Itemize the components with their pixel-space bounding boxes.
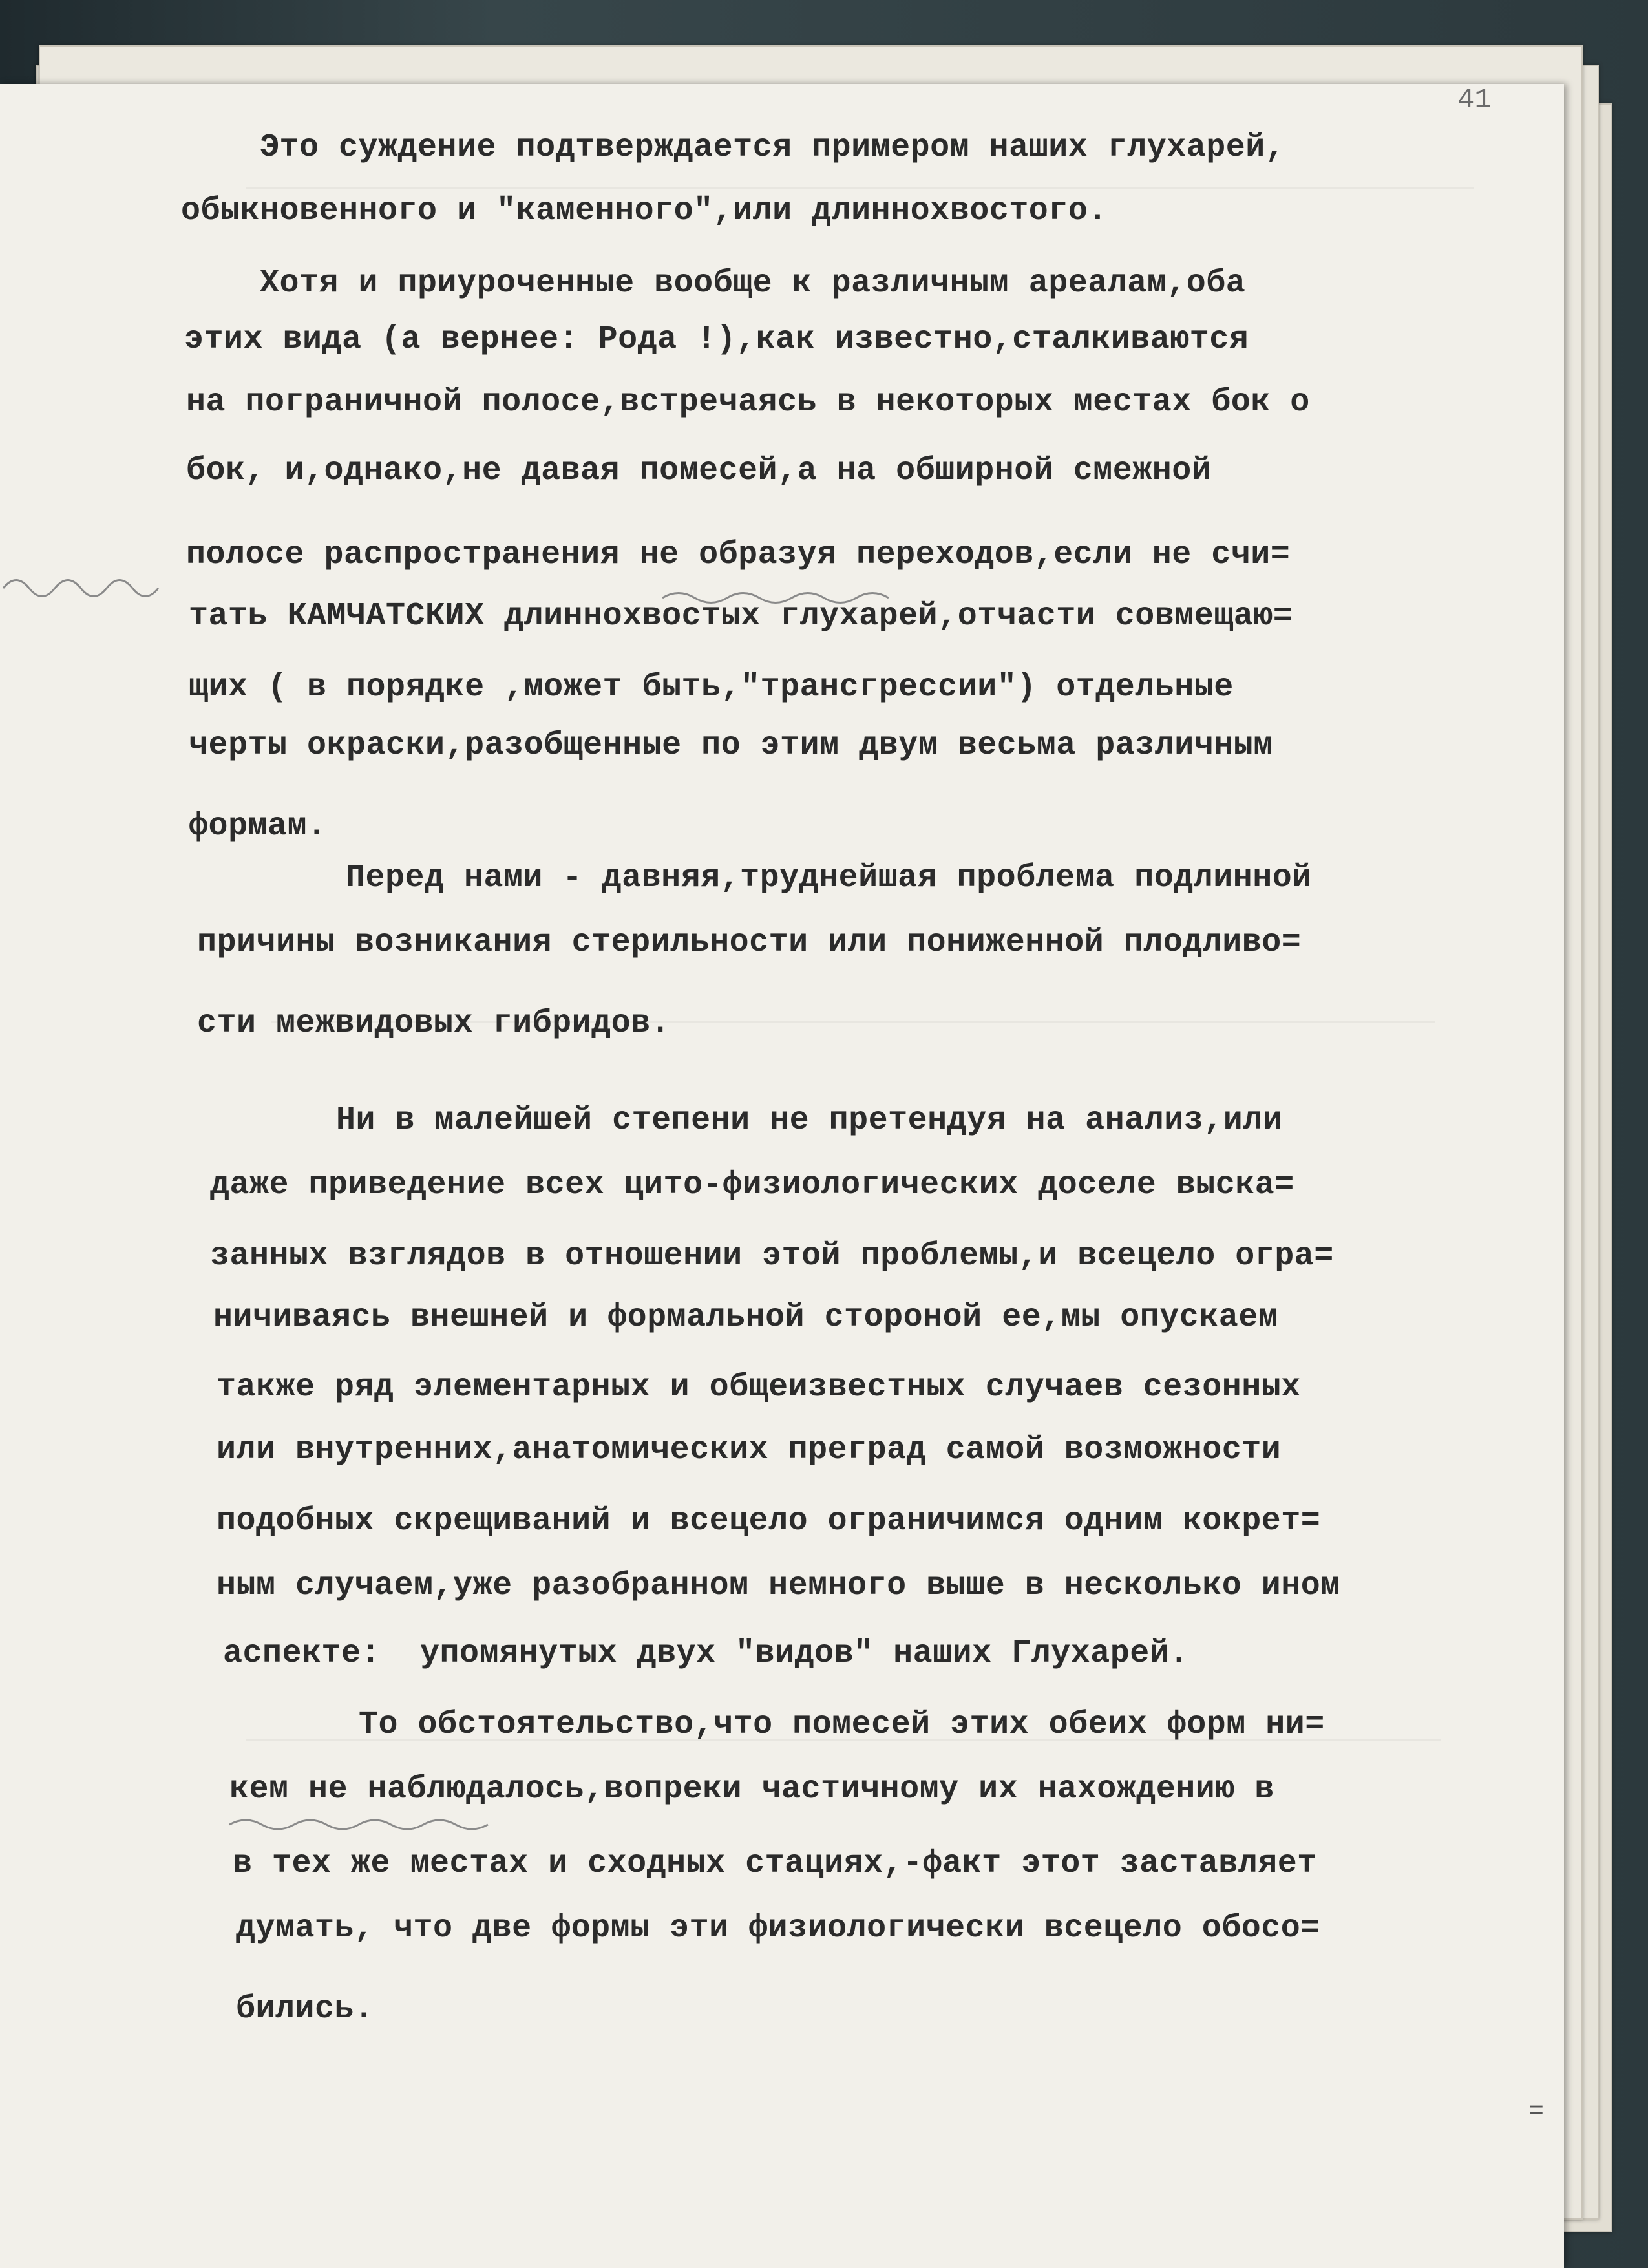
text-line: на пограничной полосе,встречаясь в некоторых местах бок о <box>186 384 1310 421</box>
text-line: или внутренних,анатомических преград самой возможности <box>217 1432 1282 1468</box>
text-line: бились. <box>236 1991 374 2028</box>
text-line: в тех же местах и сходных стациях,-факт этот заставляет <box>233 1845 1317 1882</box>
text-line: занных взглядов в отношении этой проблемы,и всецело огра= <box>210 1238 1334 1275</box>
pencil-underline-mark <box>226 1813 498 1832</box>
text-line: Это суждение подтверждается примером наших глухарей, <box>260 129 1285 166</box>
text-line: Перед нами - давняя,труднейшая проблема подлинной <box>346 860 1312 896</box>
text-line: этих вида (а вернее: Рода !),как известно,сталкиваются <box>184 321 1249 358</box>
text-line: подобных скрещиваний и всецело ограничимся одним кокрет= <box>217 1503 1321 1540</box>
text-line: обыкновенного и "каменного",или длиннохвостого. <box>181 193 1108 229</box>
text-line: Хотя и приуроченные вообще к различным ареалам,оба <box>260 265 1246 302</box>
pencil-underline-mark <box>659 585 892 604</box>
pencil-squiggle-mark <box>0 569 194 608</box>
text-line: ным случаем,уже разобранном немного выше в несколько ином <box>217 1567 1340 1604</box>
text-line: То обстоятельство,что помесей этих обеих форм ни= <box>359 1706 1325 1743</box>
text-line: бок, и,однако,не давая помесей,а на обширной смежной <box>186 452 1212 489</box>
text-line: причины возникания стерильности или пониженной плодливо= <box>197 924 1302 961</box>
text-line: кем не наблюдалось,вопреки частичному их нахождению в <box>229 1771 1274 1808</box>
text-line: полосе распространения не образуя переходов,если не счи= <box>186 536 1291 573</box>
text-line: Ни в малейшей степени не претендуя на анализ,или <box>336 1102 1283 1139</box>
text-line: аспекте: упомянутых двух "видов" наших Глухарей. <box>223 1635 1189 1672</box>
page-number: 41 <box>1457 84 1492 116</box>
text-line: черты окраски,разобщенные по этим двум весьма различным <box>189 727 1273 764</box>
text-line: даже приведение всех цито-физиологических доселе выска= <box>210 1167 1294 1203</box>
edge-mark: = <box>1528 2097 1545 2126</box>
text-line: ничиваясь внешней и формальной стороной ее,мы опускаем <box>213 1299 1278 1336</box>
text-line: думать, что две формы эти физиологически всецело обосо= <box>236 1910 1320 1947</box>
text-line: тать КАМЧАТСКИХ длиннохвостых глухарей,отчасти совмещаю= <box>189 598 1293 635</box>
text-line: сти межвидовых гибридов. <box>197 1005 671 1042</box>
text-line: также ряд элементарных и общеизвестных случаев сезонных <box>217 1369 1301 1406</box>
text-line: щих ( в порядке ,может быть,"трансгрессии") отдельные <box>189 669 1234 706</box>
text-line: формам. <box>189 808 327 845</box>
